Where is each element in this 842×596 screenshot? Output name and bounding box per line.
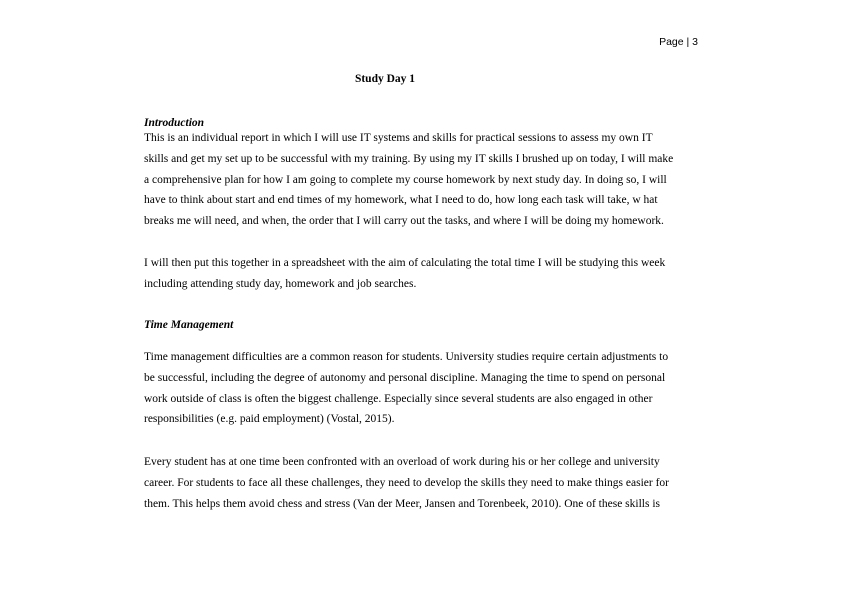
paragraph-line: them. This helps them avoid chess and stress (Van der Meer, Jansen and Torenbeek, 2010). One of these skills is <box>144 497 661 510</box>
paragraph-line: breaks me will need, and when, the order that I will carry out the tasks, and where I will be doing my homework. <box>144 215 664 228</box>
paragraph-line: Every student has at one time been confronted with an overload of work during his or her college and university <box>144 456 660 468</box>
section-heading-introduction: Introduction <box>144 117 205 129</box>
paragraph <box>144 128 704 232</box>
paragraph-line: This is an individual report in which I will use IT systems and skills for practical sessions to assess my own IT <box>144 132 653 144</box>
paragraph-line: work outside of class is often the biggest challenge. Especially since several students are also engaged in other <box>144 392 653 405</box>
section-heading-time-management: Time Management <box>144 319 234 331</box>
paragraph <box>144 253 704 295</box>
paragraph-line: have to think about start and end times of my homework, what I need to do, how long each task will take, w hat <box>144 194 658 207</box>
paragraph-line: be successful, including the degree of autonomy and personal discipline. Managing the time to spend on personal <box>144 371 666 384</box>
paragraph-line: responsibilities (e.g. paid employment) (Vostal, 2015). <box>144 413 395 426</box>
paragraph-line: skills and get my set up to be successful with my training. By using my IT skills I brushed up on today, I will make <box>144 152 674 165</box>
document-title: Study Day 1 <box>354 73 416 85</box>
paragraph <box>144 347 704 430</box>
paragraph <box>144 452 704 514</box>
paragraph-line: Time management difficulties are a common reason for students. University studies require certain adjustments to <box>144 351 669 363</box>
paragraph-line: career. For students to face all these challenges, they need to develop the skills they need to make things easier for <box>144 476 669 489</box>
paragraph-line: a comprehensive plan for how I am going to complete my course homework by next study day. In doing so, I will <box>144 173 667 186</box>
page-number: Page | 3 <box>659 36 698 48</box>
paragraph-line: I will then put this together in a spreadsheet with the aim of calculating the total time I will be studying this week <box>144 257 666 269</box>
paragraph-line: including attending study day, homework and job searches. <box>144 277 417 290</box>
